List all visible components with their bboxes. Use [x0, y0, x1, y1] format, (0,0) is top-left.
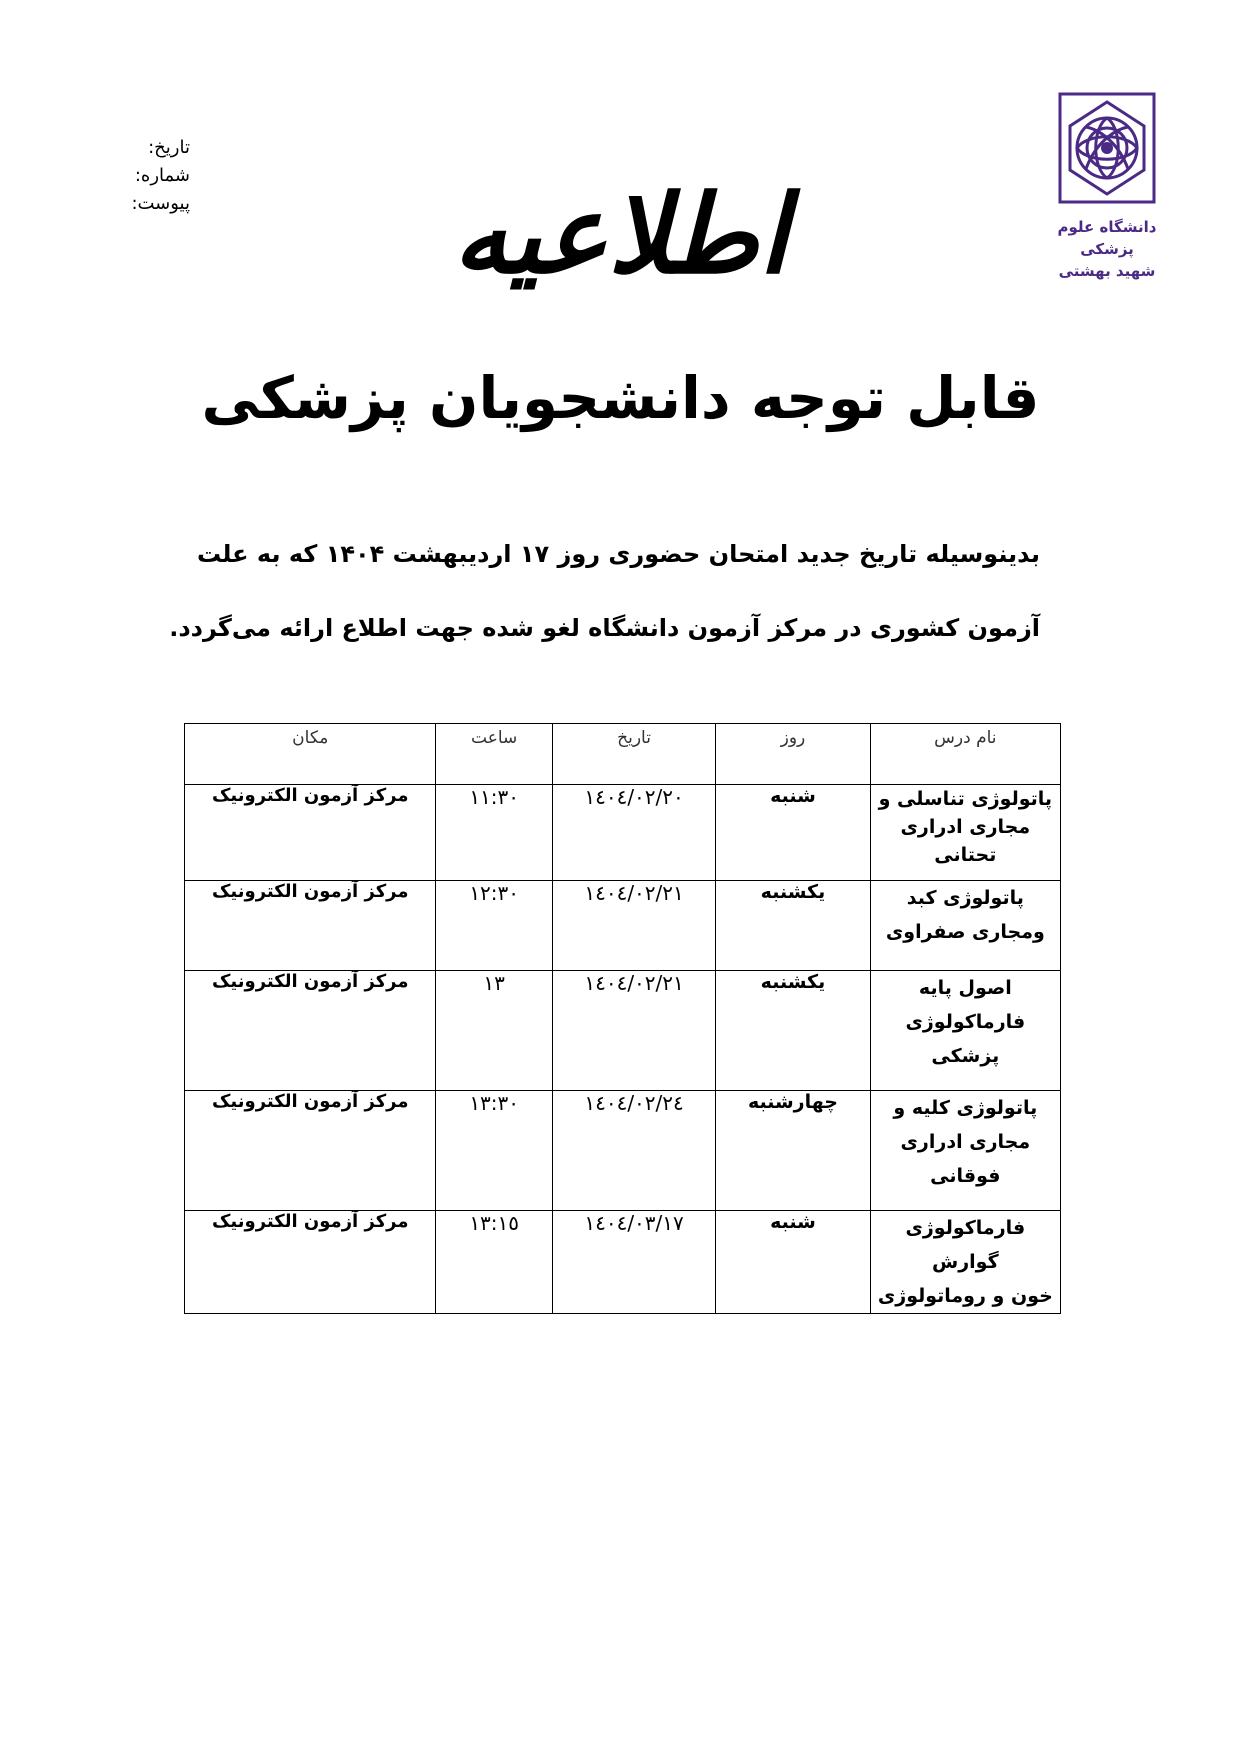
header-date: تاریخ	[552, 724, 715, 785]
course-name-cell	[870, 1211, 1060, 1314]
place-cell: مرکز آزمون الکترونیک	[185, 1211, 436, 1314]
course-name-cell	[870, 971, 1060, 1091]
attachment-label: پیوست:	[131, 193, 190, 214]
day-cell: چهارشنبه	[716, 1091, 870, 1211]
course-name-line: تحتانی	[934, 844, 997, 866]
place-cell: مرکز آزمون الکترونیک	[185, 1091, 436, 1211]
time-cell: ١٢:٣٠	[436, 881, 552, 971]
time-cell: ١٣:٣٠	[436, 1091, 552, 1211]
course-name-line: فارماکولوژی	[905, 1011, 1026, 1033]
day-cell: یکشنبه	[716, 881, 870, 971]
course-name-cell	[870, 785, 1060, 881]
page-subtitle: قابل توجه دانشجویان پزشکی	[201, 364, 1040, 432]
course-name-line: پاتولوژی کبد	[906, 887, 1024, 909]
day-cell: شنبه	[716, 1211, 870, 1314]
page-title: اطلاعیه	[452, 172, 789, 298]
header-course-name: نام درس	[870, 724, 1060, 785]
course-name-line: ومجاری صفراوی	[885, 921, 1045, 943]
course-name-line: فوقانی	[930, 1165, 1001, 1187]
course-name-line: فارماکولوژی گوارش	[905, 1217, 1026, 1273]
date-label: تاریخ:	[148, 137, 190, 158]
table-row	[185, 971, 1061, 1091]
place-cell: مرکز آزمون الکترونیک	[185, 971, 436, 1091]
course-name-line: پاتولوژی تناسلی و	[878, 788, 1053, 810]
date-cell: ١٤٠٤/٠٢/٢١	[552, 881, 715, 971]
course-name-cell	[870, 881, 1060, 971]
table-row	[185, 785, 1061, 881]
table-row	[185, 881, 1061, 971]
day-cell: یکشنبه	[716, 971, 870, 1091]
course-name-line: پاتولوژی کلیه و	[893, 1097, 1038, 1119]
notice-line-1: بدینوسیله تاریخ جدید امتحان حضوری روز ۱۷ اردیبهشت ۱۴۰۴ که به علت	[196, 540, 1040, 568]
place-cell: مرکز آزمون الکترونیک	[185, 881, 436, 971]
date-cell: ١٤٠٤/٠٢/٢٤	[552, 1091, 715, 1211]
number-label: شماره:	[134, 165, 190, 186]
time-cell: ١٣	[436, 971, 552, 1091]
header-place: مکان	[185, 724, 436, 785]
date-cell: ١٤٠٤/٠٢/٢١	[552, 971, 715, 1091]
university-name-line1: دانشگاه علوم پزشکی	[1057, 218, 1157, 258]
date-cell: ١٤٠٤/٠٢/٢٠	[552, 785, 715, 881]
day-cell: شنبه	[716, 785, 870, 881]
table-row	[185, 1211, 1061, 1314]
course-name-line: پزشکی	[931, 1045, 1000, 1067]
course-name-line: مجاری ادراری	[900, 1131, 1031, 1153]
exam-schedule-table	[184, 723, 1061, 1314]
time-cell: ١٣:١٥	[436, 1211, 552, 1314]
course-name-line: مجاری ادراری	[900, 816, 1031, 838]
header-time: ساعت	[436, 724, 552, 785]
place-cell: مرکز آزمون الکترونیک	[185, 785, 436, 881]
course-name-line: خون و روماتولوژی	[877, 1285, 1053, 1307]
course-name-line: اصول پایه	[918, 977, 1012, 999]
date-cell: ١٤٠٤/٠٣/١٧	[552, 1211, 715, 1314]
notice-line-2: آزمون کشوری در مرکز آزمون دانشگاه لغو شده جهت اطلاع ارائه می‌گردد.	[169, 614, 1040, 642]
header-day: روز	[716, 724, 870, 785]
time-cell: ١١:٣٠	[436, 785, 552, 881]
table-header-row	[185, 724, 1061, 785]
university-name-line2: شهید بهشتی	[1058, 262, 1156, 280]
course-name-cell	[870, 1091, 1060, 1211]
table-row	[185, 1091, 1061, 1211]
